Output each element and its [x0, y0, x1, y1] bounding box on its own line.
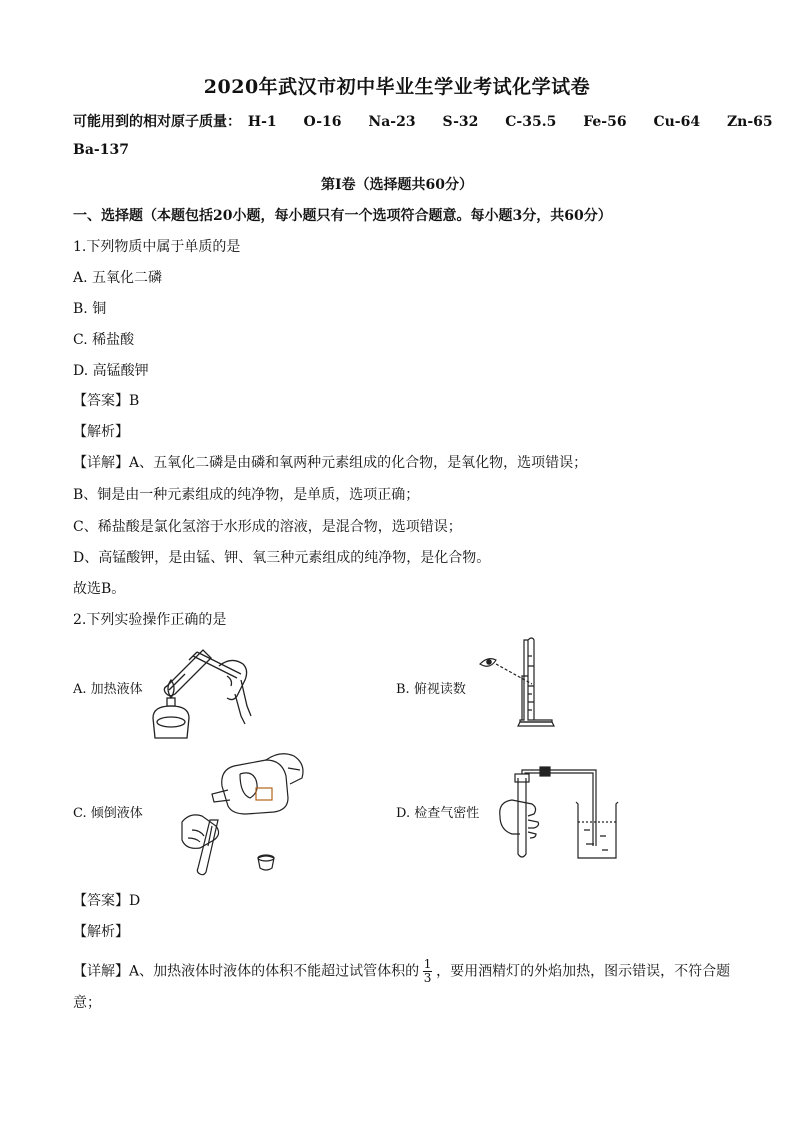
atomic-mass-item: Fe-56 — [583, 114, 627, 130]
detail-line: 故选B。 — [73, 581, 126, 597]
atomic-mass-item: C-35.5 — [505, 114, 557, 130]
atomic-mass-label: 可能用到的相对原子质量： — [73, 114, 241, 130]
atomic-mass-item: H-1 — [247, 114, 277, 130]
volume-title: 第Ⅰ卷（选择题共60分） — [320, 177, 474, 193]
heating-liquid-figure — [145, 636, 260, 741]
atomic-mass-item: S-32 — [442, 114, 479, 130]
option-d: D. 检查气密性 — [396, 806, 480, 821]
question-stem: 2.下列实验操作正确的是 — [73, 612, 227, 628]
pouring-liquid-figure — [170, 750, 310, 878]
fraction — [423, 958, 432, 985]
atomic-mass-item: Na-23 — [368, 114, 416, 130]
airtightness-check-figure — [494, 766, 630, 862]
detail-line: B、铜是由一种元素组成的纯净物，是单质，选项正确； — [73, 487, 420, 503]
option-c: C. 倾倒液体 — [73, 806, 143, 821]
reading-volume-figure — [474, 636, 564, 728]
exam-title: 2020年武汉市初中毕业生学业考试化学试卷 — [203, 76, 591, 98]
option-d: D. 高锰酸钾 — [73, 363, 149, 379]
option-b: B. 俯视读数 — [396, 682, 466, 697]
detail-text: 【详解】A、加热液体时液体的体积不能超过试管体积的 — [73, 963, 420, 980]
detail-line: 【详解】A、五氧化二磷是由磷和氧两种元素组成的化合物，是氧化物，选项错误； — [73, 455, 588, 471]
fraction-denominator: 3 — [423, 971, 432, 985]
option-b: B. 铜 — [73, 301, 107, 317]
analysis-label: 【解析】 — [73, 924, 129, 940]
atomic-mass-item: Zn-65 — [726, 114, 773, 130]
section-heading: 一、选择题（本题包括20小题，每小题只有一个选项符合题意。每小题3分，共60分） — [73, 208, 612, 224]
detail-line: 意； — [73, 995, 101, 1011]
detail-line: C、稀盐酸是氯化氢溶于水形成的溶液，是混合物，选项错误； — [73, 519, 462, 535]
detail-text: ，要用酒精灯的外焰加热，图示错误，不符合题 — [436, 963, 731, 980]
atomic-mass-row — [73, 111, 773, 131]
answer: 【答案】B — [73, 393, 140, 409]
option-a: A. 加热液体 — [73, 682, 143, 697]
option-c: C. 稀盐酸 — [73, 332, 135, 348]
atomic-mass-item: Ba-137 — [73, 142, 129, 158]
fraction-numerator: 1 — [423, 957, 432, 971]
atomic-mass-item: O-16 — [303, 114, 342, 130]
analysis-label: 【解析】 — [73, 424, 129, 440]
detail-line — [73, 958, 730, 985]
atomic-mass-item: Cu-64 — [653, 114, 701, 130]
option-a: A. 五氧化二磷 — [73, 270, 163, 286]
detail-line: D、高锰酸钾，是由锰、钾、氧三种元素组成的纯净物，是化合物。 — [73, 550, 491, 566]
question-stem: 1.下列物质中属于单质的是 — [73, 239, 241, 255]
answer: 【答案】D — [73, 893, 141, 909]
